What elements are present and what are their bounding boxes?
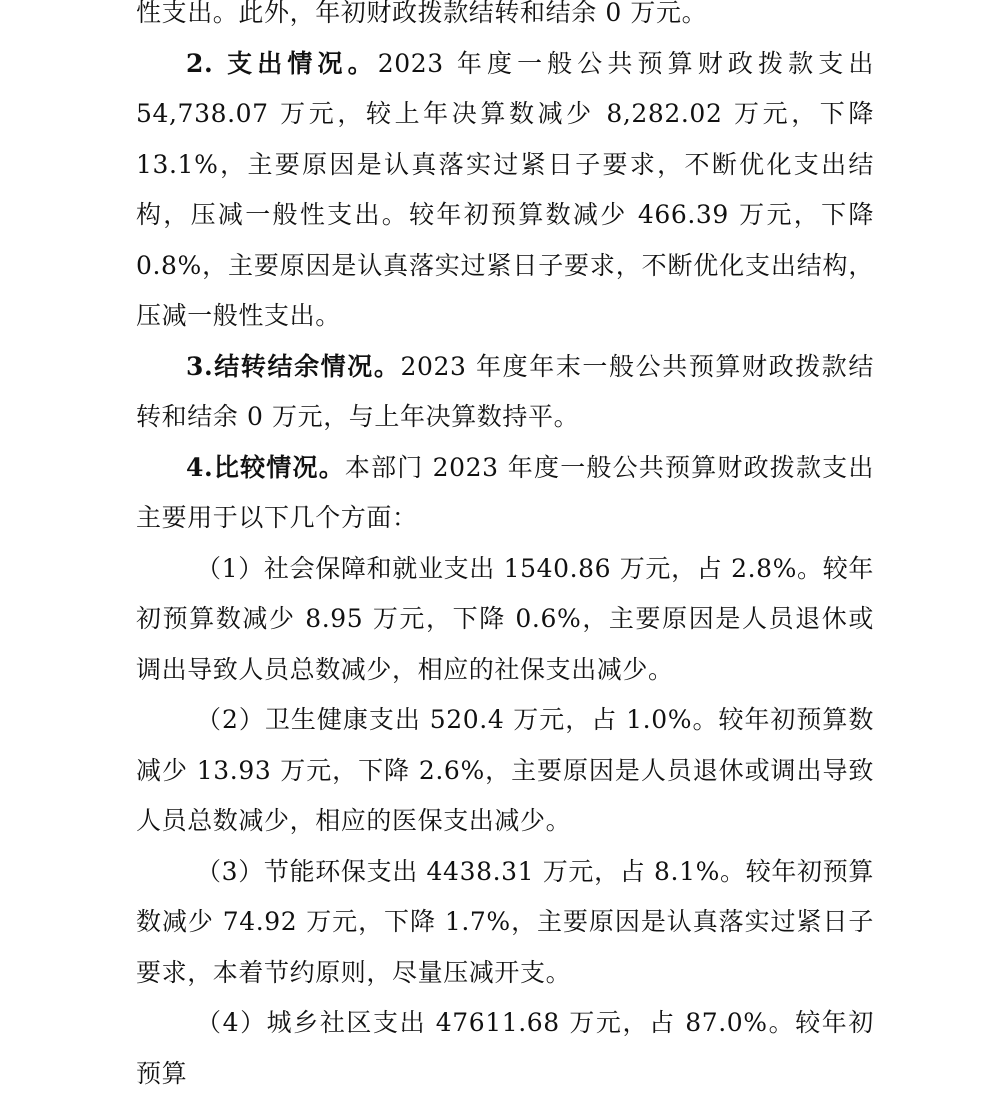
paragraph-continuation [136,0,874,39]
document-body [136,0,874,1099]
paragraph-text: 2023 年度年末一般公共预算财政拨款结转和结余 0 万元，与上年决算数持平。 [136,351,875,431]
section-heading: 4.比较情况。 [186,452,345,482]
paragraph-text: 本部门 2023 年度一般公共预算财政拨款支出主要用于以下几个方面： [136,452,874,532]
paragraph-text: （1）社会保障和就业支出 1540.86 万元，占 2.8%。较年初预算数减少 8.95 万元，下降 0.6%，主要原因是人员退休或调出导致人员总数减少，相应的社保支出减少。 [136,553,874,684]
list-item-health [136,695,874,847]
list-item-environment [136,847,874,999]
paragraph-carryover [136,342,874,443]
list-item-social-security [136,544,874,696]
paragraph-text: （2）卫生健康支出 520.4 万元，占 1.0%。较年初预算数减少 13.93 万元，下降 2.6%，主要原因是人员退休或调出导致人员总数减少，相应的医保支出减少。 [136,705,874,835]
paragraph-text: （3）节能环保支出 4438.31 万元，占 8.1%。较年初预算数减少 74.92 万元，下降 1.7%，主要原因是认真落实过紧日子要求，本着节约原则，尽量压减开支。 [136,856,874,987]
paragraph-expenditure [136,39,874,342]
section-heading: 2. 支出情况。 [186,48,378,78]
paragraph-text: 2023 年度一般公共预算财政拨款支出 54,738.07 万元，较上年决算数减少 8,282.02 万元，下降 13.1%，主要原因是认真落实过紧日子要求，不断优化支出结构，压减一般性支出。较年初预算数减少 466.39 万元，下降 0.8%，主要原因是认真落实过紧日子要求，不断优化支出结构，压减一般性支出。 [136,48,874,330]
paragraph-text: （4）城乡社区支出 47611.68 万元，占 87.0%。较年初预算 [136,1008,874,1088]
paragraph-text: 性支出。此外，年初财政拨款结转和结余 0 万元。 [136,0,708,27]
paragraph-comparison [136,443,874,544]
section-heading: 3.结转结余情况。 [186,351,401,381]
list-item-urban-rural [136,998,874,1099]
